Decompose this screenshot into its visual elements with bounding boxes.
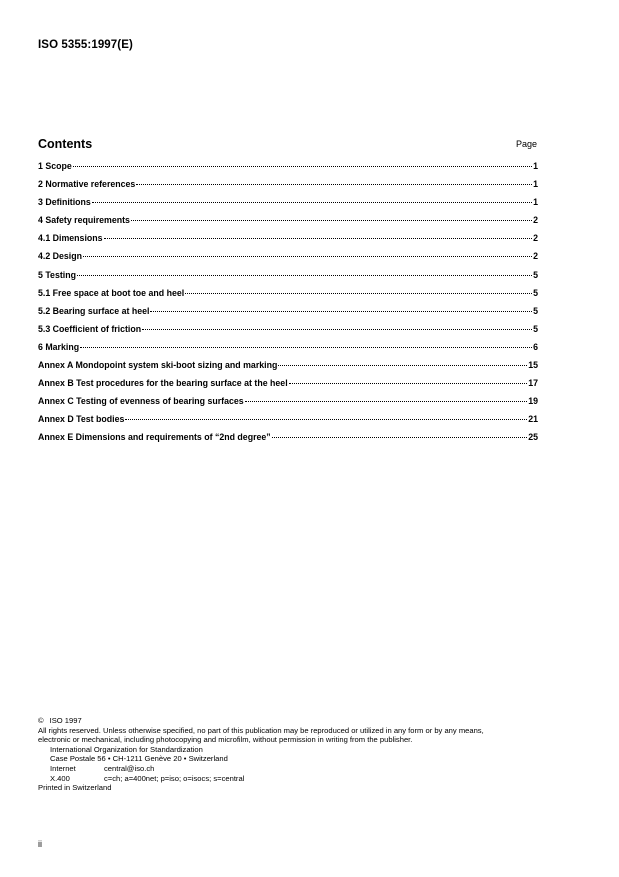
toc-entry-title: 6 Marking	[38, 341, 80, 352]
toc-entry	[38, 306, 538, 324]
toc-entry-page: 19	[528, 396, 538, 407]
internet-label: Internet	[50, 763, 76, 773]
toc-entry-page: 6	[533, 341, 538, 352]
toc-entry-title: 5 Testing	[38, 269, 76, 280]
toc-entry-page: 25	[528, 432, 538, 443]
x400-label: X.400	[50, 773, 70, 783]
toc-dot-leader	[80, 347, 532, 348]
footer-page-number: ii	[38, 839, 42, 849]
toc-entry-page: 2	[533, 251, 538, 262]
toc-dot-leader	[150, 311, 532, 312]
toc-entry	[38, 378, 538, 396]
toc-entry	[38, 161, 538, 179]
toc-entry	[38, 251, 538, 269]
toc-entry-title: Annex C Testing of evenness of bearing surfaces	[38, 396, 244, 407]
printed-in: Printed in Switzerland	[38, 783, 112, 793]
toc-entry-page: 17	[528, 378, 538, 389]
toc-entry	[38, 360, 538, 378]
toc-entry-title: 4.1 Dimensions	[38, 233, 103, 244]
toc-entry	[38, 414, 538, 432]
copyright-notice: ISO 1997	[49, 716, 82, 725]
toc-entry-title: 5.1 Free space at boot toe and heel	[38, 287, 185, 298]
toc-entry	[38, 233, 538, 251]
organization-address: Case Postale 56 • CH-1211 Genève 20 • Switzerland	[50, 754, 228, 764]
page-column-label: Page	[516, 139, 538, 149]
toc-entry-title: 4 Safety requirements	[38, 215, 130, 226]
toc-entry-title: 4.2 Design	[38, 251, 83, 262]
internet-value: central@iso.ch	[104, 763, 155, 773]
toc-dot-leader	[77, 275, 532, 276]
toc-entry-page: 5	[533, 305, 538, 316]
toc-entry-title: 1 Scope	[38, 161, 72, 171]
internet-line	[38, 764, 583, 774]
toc-dot-leader	[83, 256, 532, 257]
organization-name: International Organization for Standardization	[50, 744, 203, 754]
toc-entry-title: Annex A Mondopoint system ski-boot sizing and marking	[38, 360, 278, 371]
toc-entry	[38, 270, 538, 288]
toc-entry	[38, 215, 538, 233]
x400-line	[38, 774, 583, 784]
toc-entry-page: 5	[533, 323, 538, 334]
toc-entry	[38, 288, 538, 306]
toc-entry-title: 5.2 Bearing surface at heel	[38, 305, 150, 316]
x400-value: c=ch; a=400net; p=iso; o=isocs; s=central	[104, 773, 245, 783]
contents-heading: Contents	[38, 137, 93, 151]
toc-entry-page: 5	[533, 287, 538, 298]
toc-dot-leader	[92, 202, 532, 203]
toc-entry-title: 3 Definitions	[38, 197, 91, 208]
toc-dot-leader	[131, 220, 532, 221]
toc-dot-leader	[289, 383, 528, 384]
toc-entry	[38, 179, 538, 197]
toc-entry-page: 5	[533, 269, 538, 280]
rights-text-line-2: electronic or mechanical, including photocopying and microfilm, without permission in writing from the publisher.	[38, 735, 413, 745]
toc-entry-title: Annex D Test bodies	[38, 414, 125, 425]
toc-dot-leader	[104, 238, 533, 239]
toc-entry-page: 2	[533, 215, 538, 226]
toc-entry	[38, 396, 538, 414]
toc-dot-leader	[73, 166, 532, 167]
toc-dot-leader	[125, 419, 527, 420]
toc-entry	[38, 324, 538, 342]
toc-entry-title: 2 Normative references	[38, 179, 136, 190]
toc-entry-page: 2	[533, 233, 538, 244]
toc-dot-leader	[185, 293, 532, 294]
toc-entry	[38, 342, 538, 360]
table-of-contents	[38, 161, 538, 451]
copyright-line	[38, 716, 583, 726]
rights-text-line-1: All rights reserved. Unless otherwise specified, no part of this publication may be reproduced or utilized in any form or by any means,	[38, 725, 484, 735]
toc-dot-leader	[278, 365, 527, 366]
toc-entry	[38, 432, 538, 450]
document-header: ISO 5355:1997(E)	[38, 39, 133, 51]
toc-entry-title: 5.3 Coefficient of friction	[38, 323, 142, 334]
toc-entry-page: 21	[528, 414, 538, 425]
toc-dot-leader	[245, 401, 528, 402]
toc-dot-leader	[142, 329, 532, 330]
copyright-symbol: ©	[38, 716, 44, 725]
toc-entry-title: Annex E Dimensions and requirements of “2nd degree”	[38, 432, 271, 443]
toc-dot-leader	[272, 437, 528, 438]
toc-entry	[38, 197, 538, 215]
copyright-block	[38, 716, 583, 793]
toc-entry-page: 1	[533, 161, 538, 171]
toc-entry-page: 15	[528, 360, 538, 371]
toc-entry-title: Annex B Test procedures for the bearing surface at the heel	[38, 378, 288, 389]
toc-entry-page: 1	[533, 197, 538, 208]
toc-entry-page: 1	[533, 179, 538, 190]
toc-dot-leader	[136, 184, 532, 185]
